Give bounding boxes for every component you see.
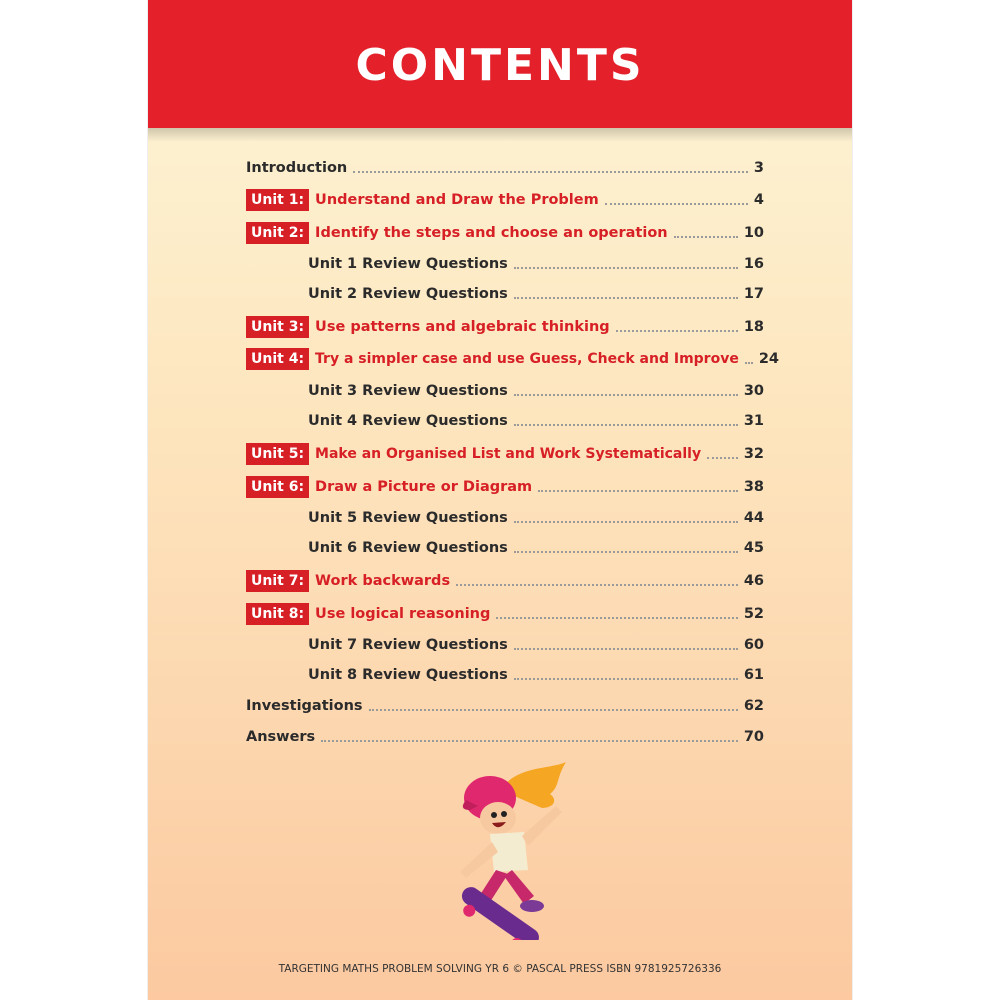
page-footer: TARGETING MATHS PROBLEM SOLVING YR 6 © PASCAL PRESS ISBN 9781925726336 — [278, 963, 722, 975]
toc-label: Investigations — [246, 698, 363, 714]
toc-row-answers[interactable] — [246, 724, 764, 750]
leader-dots — [456, 584, 738, 586]
toc-row-unit-6-review[interactable] — [308, 535, 764, 561]
unit-badge: Unit 4: — [246, 348, 309, 370]
toc-row-introduction[interactable] — [246, 155, 764, 181]
leader-dots — [321, 740, 738, 742]
toc-label: Introduction — [246, 160, 348, 176]
toc-page: 30 — [743, 383, 764, 399]
toc-row-unit-2-review[interactable] — [308, 281, 764, 307]
leader-dots — [496, 617, 737, 619]
toc-page: 60 — [743, 637, 764, 653]
toc-row-unit-5-review[interactable] — [308, 505, 764, 531]
toc-row-unit-8-review[interactable] — [308, 662, 764, 688]
toc-label: Unit 5 Review Questions — [308, 510, 508, 526]
toc-page: 46 — [743, 573, 764, 589]
toc-page: 10 — [743, 225, 764, 241]
face-shape — [480, 802, 516, 834]
toc-row-unit-7-review[interactable] — [308, 632, 764, 658]
toc-row-unit-4[interactable] — [246, 346, 780, 372]
leader-dots — [745, 362, 753, 364]
toc-row-unit-4-review[interactable] — [308, 408, 764, 434]
toc-page: 31 — [743, 413, 764, 429]
toc-page: 62 — [743, 698, 764, 714]
unit-title: Make an Organised List and Work Systematically — [315, 446, 702, 462]
toc-label: Answers — [246, 729, 316, 745]
toc-page: 4 — [753, 192, 764, 208]
toc-row-unit-2[interactable] — [246, 220, 764, 246]
leader-dots — [353, 171, 748, 173]
toc-page: 61 — [743, 667, 764, 683]
skateboarder-illustration — [438, 760, 588, 940]
leader-dots — [514, 521, 738, 523]
unit-badge: Unit 3: — [246, 316, 309, 338]
leader-dots — [514, 648, 738, 650]
leader-dots — [707, 457, 738, 459]
unit-badge: Unit 2: — [246, 222, 309, 244]
unit-title: Try a simpler case and use Guess, Check and Improve — [315, 351, 739, 367]
leader-dots — [605, 203, 748, 205]
toc-label: Unit 3 Review Questions — [308, 383, 508, 399]
toc-page: 45 — [743, 540, 764, 556]
unit-badge: Unit 6: — [246, 476, 309, 498]
leader-dots — [514, 297, 738, 299]
toc-page: 52 — [743, 606, 764, 622]
toc-row-unit-7[interactable] — [246, 568, 764, 594]
toc-label: Unit 7 Review Questions — [308, 637, 508, 653]
unit-badge: Unit 8: — [246, 603, 309, 625]
toc-page: 38 — [743, 479, 764, 495]
unit-title: Understand and Draw the Problem — [315, 192, 599, 208]
toc-row-unit-1-review[interactable] — [308, 251, 764, 277]
leader-dots — [514, 551, 738, 553]
toc-label: Unit 8 Review Questions — [308, 667, 508, 683]
toc-page: 44 — [743, 510, 764, 526]
toc-page: 3 — [753, 160, 764, 176]
leader-dots — [674, 236, 738, 238]
unit-badge: Unit 1: — [246, 189, 309, 211]
toc-label: Unit 1 Review Questions — [308, 256, 508, 272]
unit-title: Use logical reasoning — [315, 606, 491, 622]
unit-title: Use patterns and algebraic thinking — [315, 319, 610, 335]
toc-label: Unit 4 Review Questions — [308, 413, 508, 429]
page-title: CONTENTS — [355, 40, 645, 91]
toc-page: 18 — [743, 319, 764, 335]
book-page — [148, 0, 852, 1000]
toc-page: 24 — [758, 351, 780, 367]
leader-dots — [514, 394, 738, 396]
leader-dots — [514, 424, 738, 426]
toc-row-unit-3[interactable] — [246, 314, 764, 340]
unit-badge: Unit 7: — [246, 570, 309, 592]
leader-dots — [616, 330, 738, 332]
toc-page: 16 — [743, 256, 764, 272]
toc-page: 70 — [743, 729, 764, 745]
toc-row-unit-1[interactable] — [246, 187, 764, 213]
leader-dots — [538, 490, 738, 492]
toc-row-unit-6[interactable] — [246, 474, 764, 500]
toc-page: 32 — [743, 446, 764, 462]
unit-title: Work backwards — [315, 573, 451, 589]
toc-page: 17 — [743, 286, 764, 302]
banner-shadow — [148, 128, 852, 142]
toc-label: Unit 6 Review Questions — [308, 540, 508, 556]
leader-dots — [369, 709, 738, 711]
unit-title: Draw a Picture or Diagram — [315, 479, 533, 495]
toc-row-unit-8[interactable] — [246, 601, 764, 627]
leader-dots — [514, 267, 738, 269]
unit-badge: Unit 5: — [246, 443, 309, 465]
unit-title: Identify the steps and choose an operation — [315, 225, 668, 241]
toc-row-investigations[interactable] — [246, 693, 764, 719]
toc-label: Unit 2 Review Questions — [308, 286, 508, 302]
toc-row-unit-3-review[interactable] — [308, 378, 764, 404]
leader-dots — [514, 678, 738, 680]
toc-row-unit-5[interactable] — [246, 441, 764, 467]
